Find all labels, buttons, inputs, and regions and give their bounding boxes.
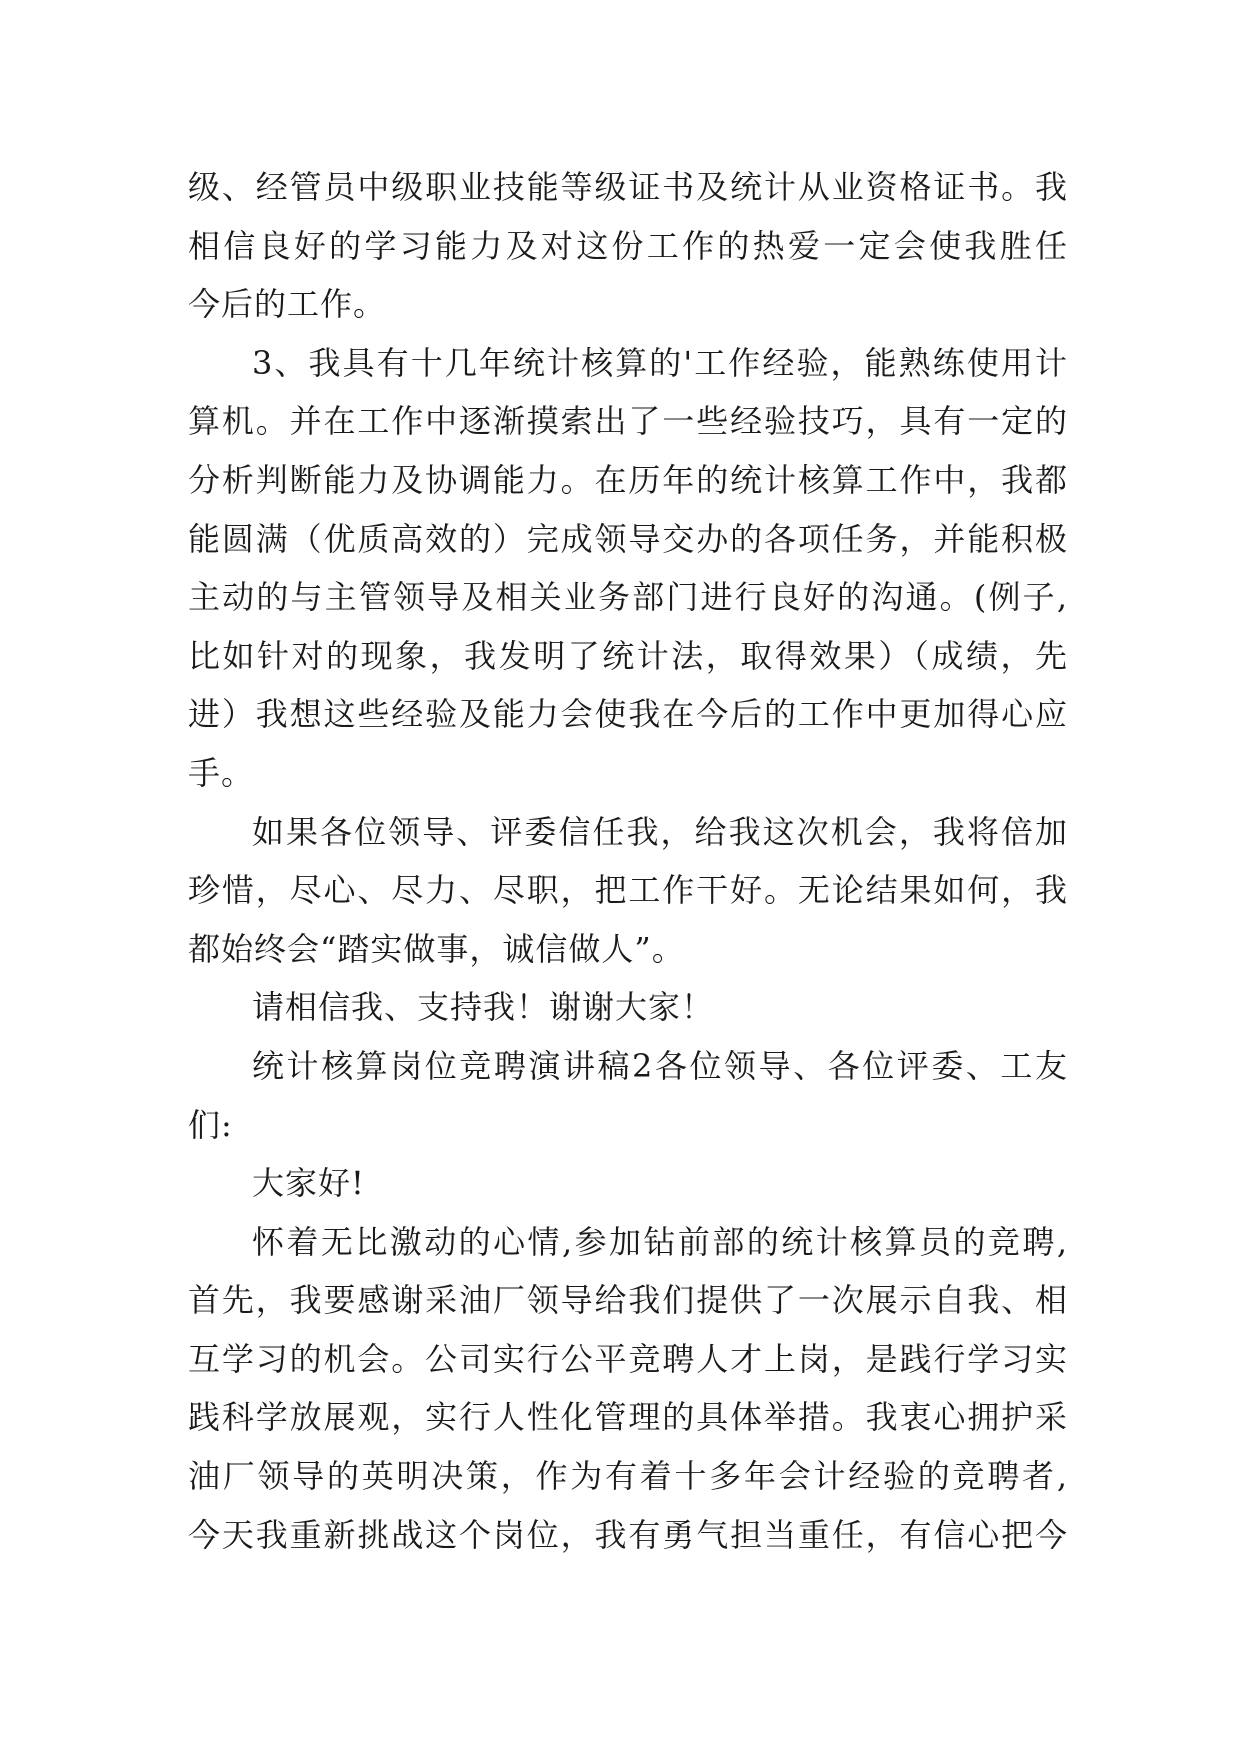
text-line: 算机。并在工作中逐渐摸索出了一些经验技巧，具有一定的 [188, 402, 1068, 441]
text-line: 统计核算岗位竞聘演讲稿2各位领导、各位评委、工友 [252, 1046, 1068, 1085]
text-line: 今后的工作。 [188, 285, 387, 324]
text-line: 手。 [188, 753, 255, 792]
text-line: 践科学放展观，实行人性化管理的具体举措。我衷心拥护采 [188, 1398, 1068, 1437]
text-line: 首先，我要感谢采油厂领导给我们提供了一次展示自我、相 [188, 1281, 1068, 1320]
text-line: 油厂领导的英明决策，作为有着十多年会计经验的竞聘者, [188, 1457, 1068, 1496]
text-line: 如果各位领导、评委信任我，给我这次机会，我将倍加 [252, 812, 1068, 851]
text-line: 大家好! [252, 1164, 365, 1203]
text-line: 比如针对的现象，我发明了统计法，取得效果）（成绩，先 [188, 636, 1068, 675]
text-line: 互学习的机会。公司实行公平竞聘人才上岗，是践行学习实 [188, 1339, 1068, 1378]
text-line: 级、经管员中级职业技能等级证书及统计从业资格证书。我 [188, 168, 1068, 206]
text-line: 能圆满（优质高效的）完成领导交办的各项任务，并能积极 [188, 519, 1068, 558]
text-line: 分析判断能力及协调能力。在历年的统计核算工作中，我都 [188, 460, 1068, 499]
text-line: 请相信我、支持我！谢谢大家！ [252, 988, 715, 1027]
text-line: 怀着无比激动的心情,参加钻前部的统计核算员的竞聘, [252, 1222, 1068, 1261]
text-line: 珍惜，尽心、尽力、尽职，把工作干好。无论结果如何，我 [188, 871, 1068, 910]
text-line: 今天我重新挑战这个岗位，我有勇气担当重任，有信心把今 [188, 1515, 1068, 1554]
text-line: 进）我想这些经验及能力会使我在今后的工作中更加得心应 [188, 695, 1068, 734]
document-body [188, 158, 1068, 1564]
text-line: 相信良好的学习能力及对这份工作的热爱一定会使我胜任 [188, 226, 1068, 265]
text-line: 3、我具有十几年统计核算的'工作经验，能熟练使用计 [252, 343, 1068, 382]
text-line: 都始终会“踏实做事，诚信做人”。 [188, 929, 685, 968]
text-line: 们: [188, 1105, 233, 1144]
text-line: 主动的与主管领导及相关业务部门进行良好的沟通。(例子, [188, 578, 1068, 617]
